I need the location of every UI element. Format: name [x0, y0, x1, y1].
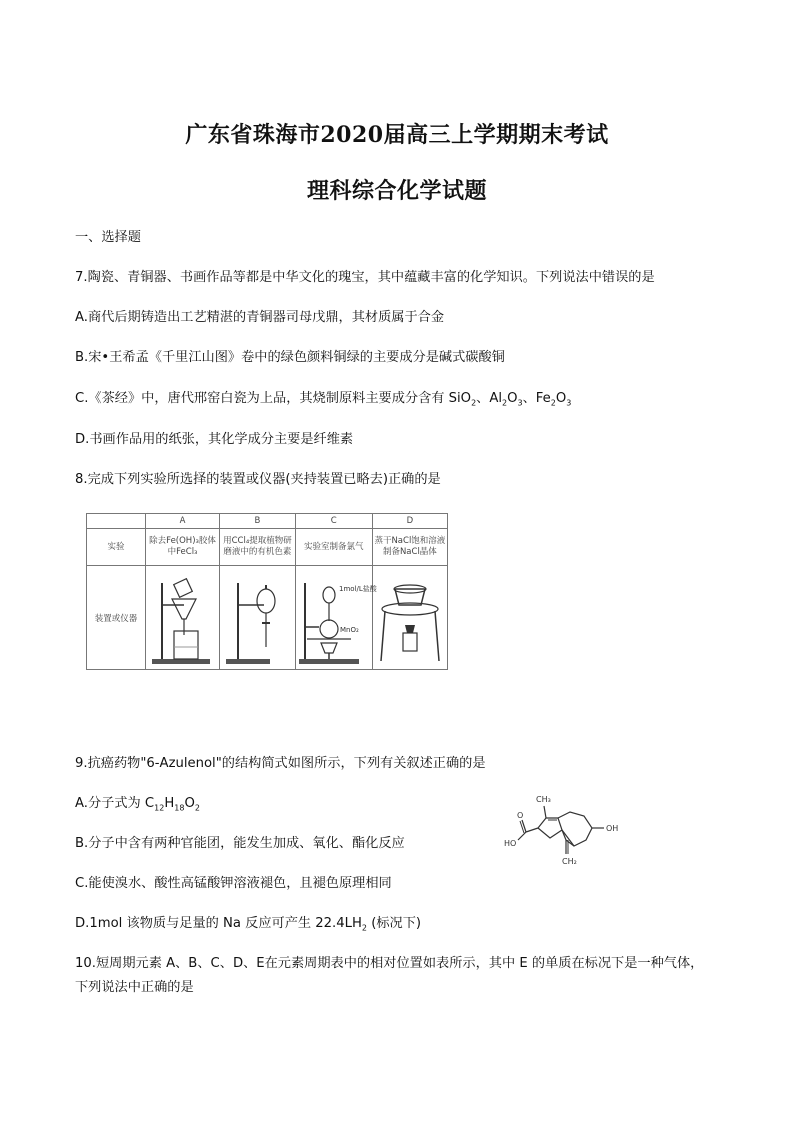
- q8-stem: 8.完成下列实验所选择的装置或仪器(夹持装置已略去)正确的是: [75, 472, 441, 487]
- apparatus-d: [372, 566, 447, 670]
- q9-option-c: C.能使溴水、酸性高锰酸钾溶液褪色，且褪色原理相同: [75, 876, 392, 891]
- row-label-apparatus: 装置或仪器: [87, 566, 146, 670]
- q9-d-prefix: D.1mol 该物质与足量的 Na 反应可产生 22.4LH: [75, 916, 362, 931]
- q9-a-mid: H: [164, 796, 175, 811]
- bond: [538, 818, 562, 838]
- azulenol-structure: [500, 790, 630, 870]
- sub: 3: [517, 398, 523, 408]
- title-line-1: 广东省珠海市2020届高三上学期期末考试: [185, 122, 609, 148]
- sub: 2: [471, 398, 477, 408]
- label-ho: HO: [504, 839, 517, 848]
- desc-c: 实验室制备氯气: [295, 529, 372, 566]
- col-label-a: A: [146, 514, 220, 529]
- col-label-c: C: [295, 514, 372, 529]
- q7-c-mid: O: [507, 391, 518, 406]
- title-line-2: 理科综合化学试题: [306, 178, 487, 204]
- bond: [526, 828, 538, 832]
- apparatus-a: [146, 566, 220, 670]
- q7-option-a: A.商代后期铸造出工艺精湛的青铜器司母戊鼎，其材质属于合金: [75, 310, 445, 325]
- bond: [544, 806, 546, 818]
- q10-stem-line1: 10.短周期元素 A、B、C、D、E在元素周期表中的相对位置如表所示，其中 E 的单质在标况下是一种气体，: [75, 956, 704, 971]
- label-ch3-top: CH₃: [536, 795, 551, 804]
- separatory-funnel-drawing: [222, 569, 292, 667]
- label-oh: OH: [606, 824, 619, 833]
- filtration-apparatus-drawing: [148, 569, 218, 667]
- q7-c-prefix: C.《茶经》中，唐代邢窑白瓷为上品，其烧制原料主要成分含有 SiO: [75, 391, 472, 406]
- q9-option-d: [75, 912, 421, 933]
- q9-option-b: B.分子中含有两种官能团，能发生加成、氧化、酯化反应: [75, 836, 405, 851]
- q9-a-prefix: A.分子式为 C: [75, 796, 155, 811]
- q7-option-c: [75, 387, 571, 408]
- q7-c-sep1: 、Al: [476, 391, 503, 406]
- q8-experiment-table: [86, 513, 448, 670]
- q9-stem: 9.抗癌药物"6-Azulenol"的结构简式如图所示，下列有关叙述正确的是: [75, 756, 486, 771]
- chlorine-generator-drawing: [297, 569, 377, 667]
- label-o: O: [517, 811, 524, 820]
- table-row-apparatus: [87, 566, 448, 670]
- sub: 2: [502, 398, 508, 408]
- q7-option-d: D.书画作品用的纸张，其化学成分主要是纤维素: [75, 432, 354, 447]
- q7-c-sep2: 、Fe: [522, 391, 551, 406]
- col-label-b: B: [220, 514, 296, 529]
- sub: 18: [174, 803, 185, 813]
- q10-stem-line2: 下列说法中正确的是: [75, 980, 194, 995]
- label-hcl: 1mol/L盐酸: [338, 584, 377, 593]
- q7-option-b: B.宋•王希孟《千里江山图》卷中的绿色颜料铜绿的主要成分是碱式碳酸铜: [75, 350, 505, 365]
- q7-c-end: O: [555, 391, 567, 406]
- label-mno2: MnO₂: [339, 625, 359, 634]
- sub: 2: [194, 803, 200, 813]
- row-label-experiment: 实验: [87, 529, 146, 566]
- apparatus-b: [220, 566, 296, 670]
- bond: [518, 832, 526, 840]
- sub: 12: [154, 803, 165, 813]
- sub: 2: [550, 398, 556, 408]
- corner-cell: [87, 514, 146, 529]
- evaporation-apparatus-drawing: [375, 569, 445, 667]
- q7-stem: 7.陶瓷、青铜器、书画作品等都是中华文化的瑰宝，其中蕴藏丰富的化学知识。下列说法中错误的是: [75, 270, 655, 285]
- q9-option-a: [75, 792, 200, 813]
- apparatus-c: [295, 566, 377, 670]
- desc-b: 用CCl₄提取植物研磨液中的有机色素: [220, 529, 296, 566]
- sub: 2: [361, 923, 367, 933]
- q9-a-end: O: [184, 796, 195, 811]
- col-label-d: D: [372, 514, 447, 529]
- bond: [558, 812, 592, 846]
- label-ch2: CH₂: [562, 857, 577, 866]
- desc-d: 蒸干NaCl饱和溶液制备NaCl晶体: [372, 529, 447, 566]
- table-header-row: [87, 514, 448, 529]
- q9-d-end: (标况下): [367, 916, 422, 931]
- section-label: 一、选择题: [75, 230, 141, 245]
- sub: 3: [566, 398, 572, 408]
- table-row-experiment: [87, 529, 448, 566]
- desc-a: 除去Fe(OH)₃胶体中FeCl₃: [146, 529, 220, 566]
